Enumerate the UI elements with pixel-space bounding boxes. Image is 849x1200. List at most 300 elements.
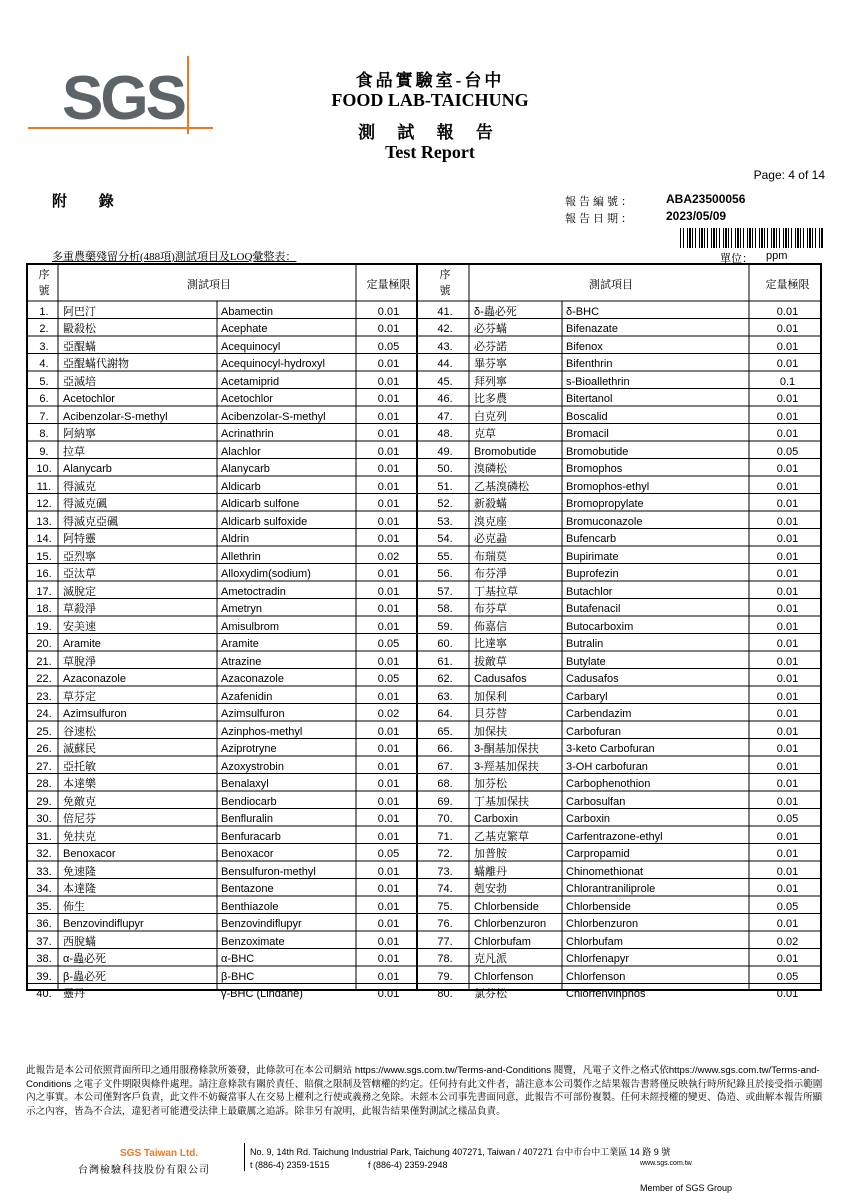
loq-value: 0.05 — [776, 445, 799, 458]
analyte-name-local: 阿納寧 — [63, 428, 96, 440]
row-number: 33. — [36, 865, 52, 878]
row-number: 58. — [437, 603, 453, 615]
analyte-name-en: Acephate — [221, 323, 268, 335]
analyte-name-local: Carboxin — [474, 813, 519, 825]
analyte-name-local: 拉草 — [63, 445, 85, 458]
analyte-name-local: 加芬松 — [474, 778, 507, 790]
analyte-name-en: Chlorfenapyr — [566, 953, 629, 965]
row-number: 3. — [39, 340, 49, 353]
analyte-name-en: Amisulbrom — [221, 620, 280, 633]
analyte-name-en: Bromobutide — [566, 445, 629, 458]
analyte-name-en: Benthiazole — [221, 900, 279, 913]
loq-value: 0.02 — [377, 550, 400, 563]
analyte-name-en: Alanycarb — [221, 463, 270, 475]
company-address: No. 9, 14th Rd. Taichung Industrial Park, Taichung 407271, Taiwan / 407271 台中市台中工業區 14 路 9 號 — [250, 1147, 671, 1157]
loq-value: 0.01 — [776, 515, 799, 528]
analyte-name-local: 佈嘉信 — [474, 620, 507, 633]
analyte-name-en: Benoxacor — [221, 848, 274, 860]
loq-value: 0.01 — [377, 743, 400, 755]
row-number: 46. — [437, 393, 453, 405]
row-number: 37. — [36, 935, 52, 948]
analyte-name-local: 草脫淨 — [63, 655, 96, 668]
loq-value: 0.01 — [776, 760, 799, 773]
row-number: 73. — [437, 865, 453, 878]
row-number: 57. — [437, 585, 453, 598]
analyte-name-local: 克草 — [474, 428, 496, 440]
analyte-name-local: 布芬草 — [474, 603, 507, 615]
row-number: 26. — [36, 743, 52, 755]
analyte-name-local: 草殺淨 — [63, 603, 96, 615]
loq-value: 0.01 — [377, 498, 400, 510]
analyte-name-en: Chinomethionat — [566, 865, 644, 878]
analyte-name-local: 氯芬松 — [474, 988, 507, 1000]
unit-value: ppm — [766, 250, 788, 262]
analyte-name-en: Acibenzolar-S-methyl — [221, 410, 326, 423]
analyte-name-en: Atrazine — [221, 655, 262, 668]
row-number: 50. — [437, 463, 453, 475]
analyte-name-local: 拔敵草 — [474, 655, 507, 668]
row-number: 30. — [36, 813, 52, 825]
loq-value: 0.01 — [776, 585, 799, 598]
analyte-name-en: Benfluralin — [221, 813, 273, 825]
loq-value: 0.01 — [377, 480, 400, 493]
row-number: 52. — [437, 498, 453, 510]
row-number: 34. — [36, 883, 52, 895]
row-number: 55. — [437, 550, 453, 563]
row-number: 72. — [437, 848, 453, 860]
analyte-name-en: Carpropamid — [566, 848, 630, 860]
analyte-name-local: 阿特靈 — [63, 533, 96, 545]
row-number: 63. — [437, 690, 453, 703]
analyte-name-en: Azaconazole — [221, 673, 284, 685]
analyte-name-local: β-蟲必死 — [63, 970, 106, 983]
loq-value: 0.05 — [377, 638, 400, 650]
row-number: 41. — [437, 305, 453, 318]
analyte-name-en: Bifenthrin — [566, 358, 613, 370]
analyte-name-en: Bifenazate — [566, 323, 618, 335]
loq-value: 0.01 — [377, 795, 400, 808]
loq-value: 0.01 — [776, 340, 799, 353]
row-number: 32. — [36, 848, 52, 860]
analyte-name-en: β-BHC — [221, 970, 255, 983]
analyte-name-en: Bromopropylate — [566, 498, 644, 510]
loq-value: 0.01 — [377, 690, 400, 703]
row-number: 54. — [437, 533, 453, 545]
analyte-name-en: Carbaryl — [566, 690, 608, 703]
analyte-name-local: 克凡派 — [474, 953, 507, 965]
footer-divider — [244, 1143, 245, 1171]
analyte-name-en: Buprofezin — [566, 568, 619, 580]
analyte-name-local: Azaconazole — [63, 673, 126, 685]
analyte-name-en: Azimsulfuron — [221, 708, 285, 720]
row-number: 4. — [39, 358, 49, 370]
analyte-name-en: Bromacil — [566, 428, 609, 440]
analyte-name-local: 必芬諾 — [474, 340, 507, 353]
analyte-name-en: Benzoximate — [221, 935, 285, 948]
loq-value: 0.01 — [776, 568, 799, 580]
row-number: 21. — [36, 655, 52, 668]
row-number: 20. — [36, 638, 52, 650]
analyte-name-en: Carbendazim — [566, 708, 632, 720]
analyte-name-en: Acequinocyl — [221, 340, 281, 353]
loq-value: 0.01 — [377, 953, 400, 965]
analyte-name-en: Benalaxyl — [221, 778, 269, 790]
analyte-name-en: Chlorbenzuron — [566, 918, 639, 930]
row-number: 25. — [36, 725, 52, 738]
row-number: 14. — [36, 533, 52, 545]
header-no-0: 序 號 — [38, 269, 50, 297]
loq-value: 0.01 — [377, 603, 400, 615]
analyte-name-en: 3-OH carbofuran — [566, 760, 648, 773]
analyte-name-local: Benzovindiflupyr — [63, 918, 144, 930]
analyte-name-en: Acetamiprid — [221, 375, 280, 388]
table-title: 多重農藥殘留分析(488項)測試項目及LOQ彙整表： — [52, 251, 297, 263]
loq-value: 0.01 — [776, 533, 799, 545]
row-number: 9. — [39, 445, 49, 458]
sgs-logo — [28, 56, 213, 136]
loq-value: 0.01 — [776, 918, 799, 930]
analyte-name-en: Chlorbufam — [566, 935, 623, 948]
lab-title-zh: 食品實驗室-台中 — [355, 71, 505, 90]
analyte-name-local: 加保扶 — [474, 725, 507, 738]
report-title-zh: 測 試 報 告 — [358, 123, 502, 142]
analyte-name-local: 靈丹 — [63, 988, 85, 1000]
row-number: 39. — [36, 970, 52, 983]
loq-value: 0.01 — [776, 358, 799, 370]
analyte-name-en: Carboxin — [566, 813, 611, 825]
analyte-name-local: 3-羥基加保扶 — [474, 760, 539, 773]
analyte-name-en: Chlorantraniliprole — [566, 883, 656, 895]
disclaimer-text: 此報告是本公司依照背面所印之通用服務條款所簽發，此條款可在本公司網站 https://www.sgs.com.tw/Terms-and-Conditions 閱覽，凡電子文件之格式依https://www.sgs.com.tw/Terms-and-Conditions 之電子文件期限與條件處理。請注意條款有關於責任、賠償之限制及管轄權的約定。任何持有此文件者，請注意本公司製作之結果報告書將僅反映執行時所紀錄且於接受指示範圍內之事實。本公司僅對客戶負責，此文件不妨礙當事人在交易上權利之行使或義務之免除。未經本公司事先書面同意，此報告不可部份複製。任何未經授權的變更、偽造、或曲解本報告所顯示之內容，皆為不合法，違犯者可能遭受法律上最嚴厲之追訴。除非另有說明，此報告結果僅對測試之樣品負責。 — [26, 1065, 823, 1117]
analyte-name-en: Bitertanol — [566, 393, 613, 405]
loq-value: 0.01 — [776, 323, 799, 335]
analyte-name-en: Bifenox — [566, 340, 603, 353]
analyte-name-en: s-Bioallethrin — [566, 375, 630, 388]
loq-value: 0.01 — [776, 743, 799, 755]
analyte-name-local: Chlorbenzuron — [474, 918, 547, 930]
analyte-name-en: Butralin — [566, 638, 604, 650]
analyte-name-en: Chlorbenside — [566, 900, 631, 913]
analyte-name-local: Acetochlor — [63, 393, 115, 405]
loq-value: 0.05 — [776, 813, 799, 825]
loq-value: 0.01 — [377, 410, 400, 423]
analyte-name-en: Azafenidin — [221, 690, 273, 703]
loq-value: 0.01 — [776, 603, 799, 615]
loq-value: 0.05 — [377, 673, 400, 685]
analyte-name-en: Alloxydim(sodium) — [221, 568, 311, 580]
analyte-name-local: 比達寧 — [474, 638, 507, 650]
analyte-name-local: 溴克座 — [474, 515, 507, 528]
analyte-name-local: 草芬定 — [63, 690, 96, 703]
loq-value: 0.01 — [377, 568, 400, 580]
row-number: 51. — [437, 480, 453, 493]
analyte-name-local: 安美速 — [63, 620, 96, 633]
analyte-name-en: Acrinathrin — [221, 428, 274, 440]
row-number: 66. — [437, 743, 453, 755]
loq-value: 0.01 — [377, 463, 400, 475]
analyte-name-local: 滅蘇民 — [63, 743, 96, 755]
loq-value: 0.01 — [776, 708, 799, 720]
analyte-name-local: 蟎離丹 — [474, 865, 507, 878]
row-number: 45. — [437, 375, 453, 388]
analyte-name-local: 得滅克碸 — [63, 498, 107, 510]
analyte-name-local: 3-酮基加保扶 — [474, 743, 539, 755]
row-number: 18. — [36, 603, 52, 615]
loq-value: 0.01 — [377, 393, 400, 405]
row-number: 42. — [437, 323, 453, 335]
row-number: 13. — [36, 515, 52, 528]
analyte-name-local: Azimsulfuron — [63, 708, 127, 720]
row-number: 19. — [36, 620, 52, 633]
analyte-name-local: 必芬蟎 — [474, 323, 507, 335]
loq-value: 0.01 — [377, 900, 400, 913]
loq-value: 0.01 — [776, 638, 799, 650]
loq-value: 0.01 — [377, 813, 400, 825]
loq-value: 0.01 — [377, 918, 400, 930]
loq-value: 0.01 — [776, 550, 799, 563]
row-number: 23. — [36, 690, 52, 703]
company-name-en: SGS Taiwan Ltd. — [120, 1148, 199, 1159]
analyte-name-local: 谷速松 — [63, 725, 96, 738]
analyte-name-en: Chlorfenvinphos — [566, 988, 646, 1000]
loq-value: 0.01 — [377, 883, 400, 895]
loq-value: 0.01 — [776, 673, 799, 685]
loq-value: 0.01 — [776, 865, 799, 878]
analyte-name-local: 免扶克 — [63, 830, 96, 843]
appendix-heading: 附 錄 — [52, 194, 128, 210]
loq-value: 0.02 — [776, 935, 799, 948]
loq-value: 0.05 — [776, 970, 799, 983]
analyte-name-en: α-BHC — [221, 953, 255, 965]
analyte-name-local: 乙基溴磷松 — [474, 480, 529, 493]
company-phone: t (886-4) 2359-1515 — [250, 1160, 330, 1170]
analyte-name-local: 佈生 — [63, 900, 85, 913]
loq-value: 0.01 — [776, 305, 799, 318]
loq-value: 0.01 — [377, 988, 400, 1000]
row-number: 48. — [437, 428, 453, 440]
analyte-name-en: Butylate — [566, 655, 606, 668]
analyte-name-local: Alanycarb — [63, 463, 112, 475]
loq-value: 0.01 — [377, 585, 400, 598]
report-title-en: Test Report — [385, 142, 475, 162]
row-number: 60. — [437, 638, 453, 650]
unit-label: 單位： — [720, 253, 753, 265]
loq-value: 0.01 — [377, 778, 400, 790]
row-number: 49. — [437, 445, 453, 458]
member-of-group: Member of SGS Group — [640, 1183, 733, 1193]
loq-value: 0.01 — [377, 970, 400, 983]
analyte-name-en: Aramite — [221, 638, 259, 650]
loq-value: 0.01 — [377, 305, 400, 318]
row-number: 6. — [39, 393, 49, 405]
analyte-name-en: Boscalid — [566, 410, 608, 423]
analyte-name-local: 加普胺 — [474, 848, 507, 860]
row-number: 64. — [437, 708, 453, 720]
analyte-name-local: 布芬淨 — [474, 568, 507, 580]
analyte-name-local: 亞托敏 — [63, 760, 96, 773]
analyte-name-local: 西脫蟎 — [63, 935, 96, 948]
loq-value: 0.1 — [779, 375, 796, 388]
analyte-name-en: Carbosulfan — [566, 795, 626, 808]
row-number: 24. — [36, 708, 52, 720]
analyte-name-local: Chlorbufam — [474, 935, 531, 948]
analyte-name-local: Benoxacor — [63, 848, 116, 860]
page-number: Page: 4 of 14 — [753, 168, 825, 182]
row-number: 80. — [437, 988, 453, 1000]
analyte-name-local: 倍尼芬 — [63, 813, 96, 825]
analyte-name-en: 3-keto Carbofuran — [566, 743, 655, 755]
analyte-name-en: Bendiocarb — [221, 795, 277, 808]
analyte-name-local: Chlorfenson — [474, 970, 534, 983]
loq-value: 0.01 — [776, 655, 799, 668]
row-number: 11. — [36, 480, 52, 493]
loq-value: 0.01 — [377, 620, 400, 633]
analyte-name-en: Butachlor — [566, 585, 613, 598]
analyte-name-local: 免敵克 — [63, 795, 96, 808]
analyte-name-local: 亞滅培 — [63, 375, 96, 388]
analyte-name-local: 剋安勃 — [474, 883, 507, 895]
analyte-name-local: Aramite — [63, 638, 101, 650]
loq-value: 0.01 — [776, 498, 799, 510]
row-number: 27. — [36, 760, 52, 773]
analyte-name-en: Benfuracarb — [221, 830, 281, 843]
report-date: 2023/05/09 — [666, 209, 727, 223]
loq-value: 0.01 — [377, 935, 400, 948]
header-no-1: 序 號 — [439, 269, 451, 297]
analyte-name-en: Carbophenothion — [566, 778, 651, 790]
header-loq-0: 定量極限 — [366, 279, 411, 291]
row-number: 74. — [437, 883, 453, 895]
loq-value: 0.01 — [377, 358, 400, 370]
loq-value: 0.01 — [776, 953, 799, 965]
row-number: 29. — [36, 795, 52, 808]
analyte-name-local: 本達樂 — [63, 778, 96, 790]
row-number: 76. — [437, 918, 453, 930]
svg-text:SGS: SGS — [62, 64, 184, 133]
loq-value: 0.01 — [776, 480, 799, 493]
loq-value: 0.01 — [776, 410, 799, 423]
row-number: 36. — [36, 918, 52, 930]
analyte-name-en: Carbofuran — [566, 725, 622, 738]
analyte-name-local: δ-蟲必死 — [474, 305, 517, 318]
company-website: www.sgs.com.tw — [640, 1160, 692, 1167]
analyte-name-local: Chlorbenside — [474, 900, 539, 913]
analyte-name-en: Abamectin — [221, 305, 273, 318]
analyte-name-local: 布瑞莫 — [474, 550, 507, 563]
analyte-name-local: 必克蝨 — [474, 533, 507, 545]
analyte-name-local: 新殺蟎 — [474, 498, 507, 510]
row-number: 16. — [36, 568, 52, 580]
analyte-name-en: Bromophos-ethyl — [566, 480, 650, 493]
analyte-name-local: 加保利 — [474, 690, 507, 703]
analyte-name-local: 丁基拉草 — [474, 585, 518, 598]
row-number: 2. — [39, 323, 49, 335]
analyte-name-en: Aldicarb — [221, 480, 261, 493]
analyte-name-local: 本達隆 — [63, 883, 96, 895]
row-number: 53. — [437, 515, 453, 528]
loq-value: 0.01 — [776, 463, 799, 475]
analyte-name-local: 亞汰草 — [63, 568, 96, 580]
loq-value: 0.01 — [776, 428, 799, 440]
loq-value: 0.01 — [776, 393, 799, 405]
loq-value: 0.01 — [377, 865, 400, 878]
header-item-0: 測試項目 — [187, 279, 231, 291]
analyte-name-local: 免速隆 — [63, 865, 96, 878]
loq-table — [26, 263, 822, 1000]
barcode-icon — [680, 228, 824, 248]
analyte-name-local: 乙基克繁草 — [474, 830, 529, 843]
header-item-1: 測試項目 — [589, 279, 633, 291]
row-number: 15. — [36, 550, 52, 563]
loq-value: 0.01 — [776, 988, 799, 1000]
analyte-name-en: Aldrin — [221, 533, 250, 545]
row-number: 56. — [437, 568, 453, 580]
analyte-name-en: Chlorfenson — [566, 970, 626, 983]
report-date-label: 報告日期： — [565, 213, 635, 225]
loq-value: 0.01 — [377, 655, 400, 668]
loq-value: 0.01 — [776, 848, 799, 860]
loq-value: 0.01 — [776, 795, 799, 808]
loq-value: 0.01 — [377, 760, 400, 773]
row-number: 38. — [36, 953, 52, 965]
report-number-label: 報告編號： — [565, 196, 635, 208]
analyte-name-en: Cadusafos — [566, 673, 619, 685]
analyte-name-en: Bromuconazole — [566, 515, 643, 528]
loq-value: 0.01 — [776, 883, 799, 895]
analyte-name-local: 貝芬替 — [474, 708, 507, 720]
analyte-name-en: Bupirimate — [566, 550, 619, 563]
analyte-name-en: Aziprotryne — [221, 743, 277, 755]
loq-value: 0.01 — [377, 533, 400, 545]
loq-value: 0.01 — [776, 690, 799, 703]
analyte-name-local: 亞醌蟎代謝物 — [63, 358, 129, 370]
loq-value: 0.01 — [377, 515, 400, 528]
analyte-name-local: 滅脫定 — [63, 585, 96, 598]
row-number: 70. — [437, 813, 453, 825]
loq-value: 0.01 — [377, 830, 400, 843]
row-number: 61. — [437, 655, 453, 668]
analyte-name-local: 毆殺松 — [63, 323, 96, 335]
analyte-name-en: Azinphos-methyl — [221, 725, 303, 738]
analyte-name-en: Benzovindiflupyr — [221, 918, 302, 930]
analyte-name-en: Alachlor — [221, 445, 261, 458]
row-number: 40. — [36, 988, 52, 1000]
row-number: 1. — [39, 305, 49, 318]
row-number: 69. — [437, 795, 453, 808]
row-number: 35. — [36, 900, 52, 913]
loq-value: 0.02 — [377, 708, 400, 720]
row-number: 17. — [36, 585, 52, 598]
analyte-name-local: 得滅克亞碸 — [63, 515, 118, 528]
row-number: 22. — [36, 673, 52, 685]
row-number: 44. — [437, 358, 453, 370]
loq-value: 0.01 — [377, 725, 400, 738]
analyte-name-local: α-蟲必死 — [63, 953, 107, 965]
row-number: 10. — [36, 463, 52, 475]
row-number: 65. — [437, 725, 453, 738]
analyte-name-local: Cadusafos — [474, 673, 527, 685]
loq-value: 0.01 — [776, 725, 799, 738]
row-number: 68. — [437, 778, 453, 790]
analyte-name-en: Carfentrazone-ethyl — [566, 830, 663, 843]
analyte-name-local: Bromobutide — [474, 445, 537, 458]
analyte-name-local: 比多農 — [474, 393, 507, 405]
analyte-name-en: δ-BHC — [566, 305, 600, 318]
row-number: 59. — [437, 620, 453, 633]
loq-value: 0.01 — [776, 778, 799, 790]
row-number: 75. — [437, 900, 453, 913]
row-number: 79. — [437, 970, 453, 983]
